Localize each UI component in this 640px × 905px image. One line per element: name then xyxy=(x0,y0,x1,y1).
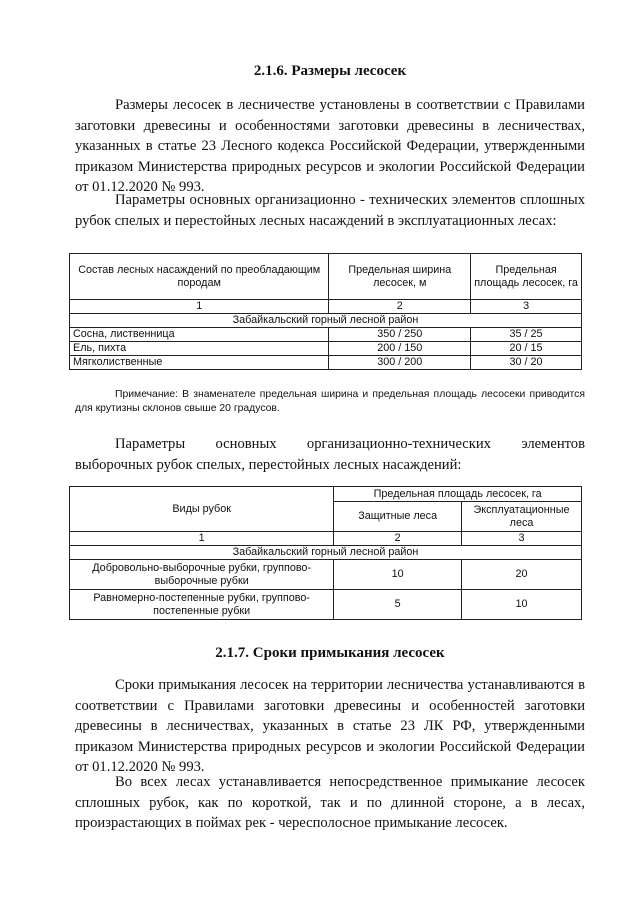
width-cell: 200 / 150 xyxy=(329,342,471,356)
table-row xyxy=(70,356,582,370)
width-cell: 300 / 200 xyxy=(329,356,471,370)
area-cell: 30 / 20 xyxy=(471,356,582,370)
selective-params-table xyxy=(69,486,582,620)
paragraph-adjacency-type: Во всех лесах устанавливается непосредственное примыкание лесосек сплошных рубок, как по короткой, так и по длинной стороне, а в лесах, произрастающих в поймах рек - чересполосное примыкание лесосек. xyxy=(75,774,585,831)
exploitation-cell: 10 xyxy=(462,590,582,620)
paragraph-selective-params: Параметры основных организационно-технических элементов выборочных рубок спелых, перестойных лесных насаждений: xyxy=(75,436,585,473)
header-composition: Состав лесных насаждений по преобладающим породам xyxy=(70,254,329,300)
cutting-type-cell: Равномерно-постепенные рубки, группово-постепенные рубки xyxy=(70,590,334,620)
paragraph-clearcut-params: Параметры основных организационно - технических элементов сплошных рубок спелых и перестойных лесных насаждений в эксплуатационных лесах: xyxy=(75,192,585,229)
species-cell: Мягколиственные xyxy=(70,356,329,370)
paragraph-adjacency-terms: Сроки примыкания лесосек на территории лесничества устанавливаются в соответствии с Правилами заготовки древесины и особенностей заготовки древесины в лесничествах, указанных в статье 23 ЛК РФ, утвержденными приказом Министерства природных ресурсов и экологии Российской Федерации от 01.12.2020 № 993. xyxy=(75,677,585,775)
cutting-type-cell: Добровольно-выборочные рубки, группово-выборочные рубки xyxy=(70,560,334,590)
table-row xyxy=(70,560,582,590)
header-protective-forests: Защитные леса xyxy=(334,502,462,532)
table-row xyxy=(70,342,582,356)
header-max-area-group: Предельная площадь лесосек, га xyxy=(334,487,582,502)
region-row: Забайкальский горный лесной район xyxy=(70,314,582,328)
section-heading-lesosek-sizes: 2.1.6. Размеры лесосек xyxy=(253,63,407,79)
column-number: 2 xyxy=(329,300,471,314)
species-cell: Ель, пихта xyxy=(70,342,329,356)
column-number: 3 xyxy=(471,300,582,314)
area-cell: 20 / 15 xyxy=(471,342,582,356)
exploitation-cell: 20 xyxy=(462,560,582,590)
width-cell: 350 / 250 xyxy=(329,328,471,342)
column-number: 1 xyxy=(70,300,329,314)
column-number: 2 xyxy=(334,532,462,546)
table-row xyxy=(70,328,582,342)
section-heading-adjacency: 2.1.7. Сроки примыкания лесосек xyxy=(215,645,445,661)
header-exploitation-forests: Эксплуатационные леса xyxy=(462,502,582,532)
clearcut-params-table xyxy=(69,253,582,370)
header-cutting-type: Виды рубок xyxy=(70,487,334,532)
protective-cell: 5 xyxy=(334,590,462,620)
protective-cell: 10 xyxy=(334,560,462,590)
species-cell: Сосна, лиственница xyxy=(70,328,329,342)
header-max-width: Предельная ширина лесосек, м xyxy=(329,254,471,300)
table-row xyxy=(70,590,582,620)
table-note: Примечание: В знаменателе предельная ширина и предельная площадь лесосеки приводится для крутизны склонов свыше 20 градусов. xyxy=(75,389,585,414)
region-row: Забайкальский горный лесной район xyxy=(70,546,582,560)
area-cell: 35 / 25 xyxy=(471,328,582,342)
paragraph-sizes-intro: Размеры лесосек в лесничестве установлены в соответствии с Правилами заготовки древесины и особенностями заготовки древесины в лесничествах, указанных в статье 23 Лесного кодекса Российской Федерации, утвержденными приказом Министерства природных ресурсов и экологии Российской Федерации от 01.12.2020 № 993. xyxy=(75,97,585,195)
column-number: 1 xyxy=(70,532,334,546)
header-max-area: Предельная площадь лесосек, га xyxy=(471,254,582,300)
column-number: 3 xyxy=(462,532,582,546)
